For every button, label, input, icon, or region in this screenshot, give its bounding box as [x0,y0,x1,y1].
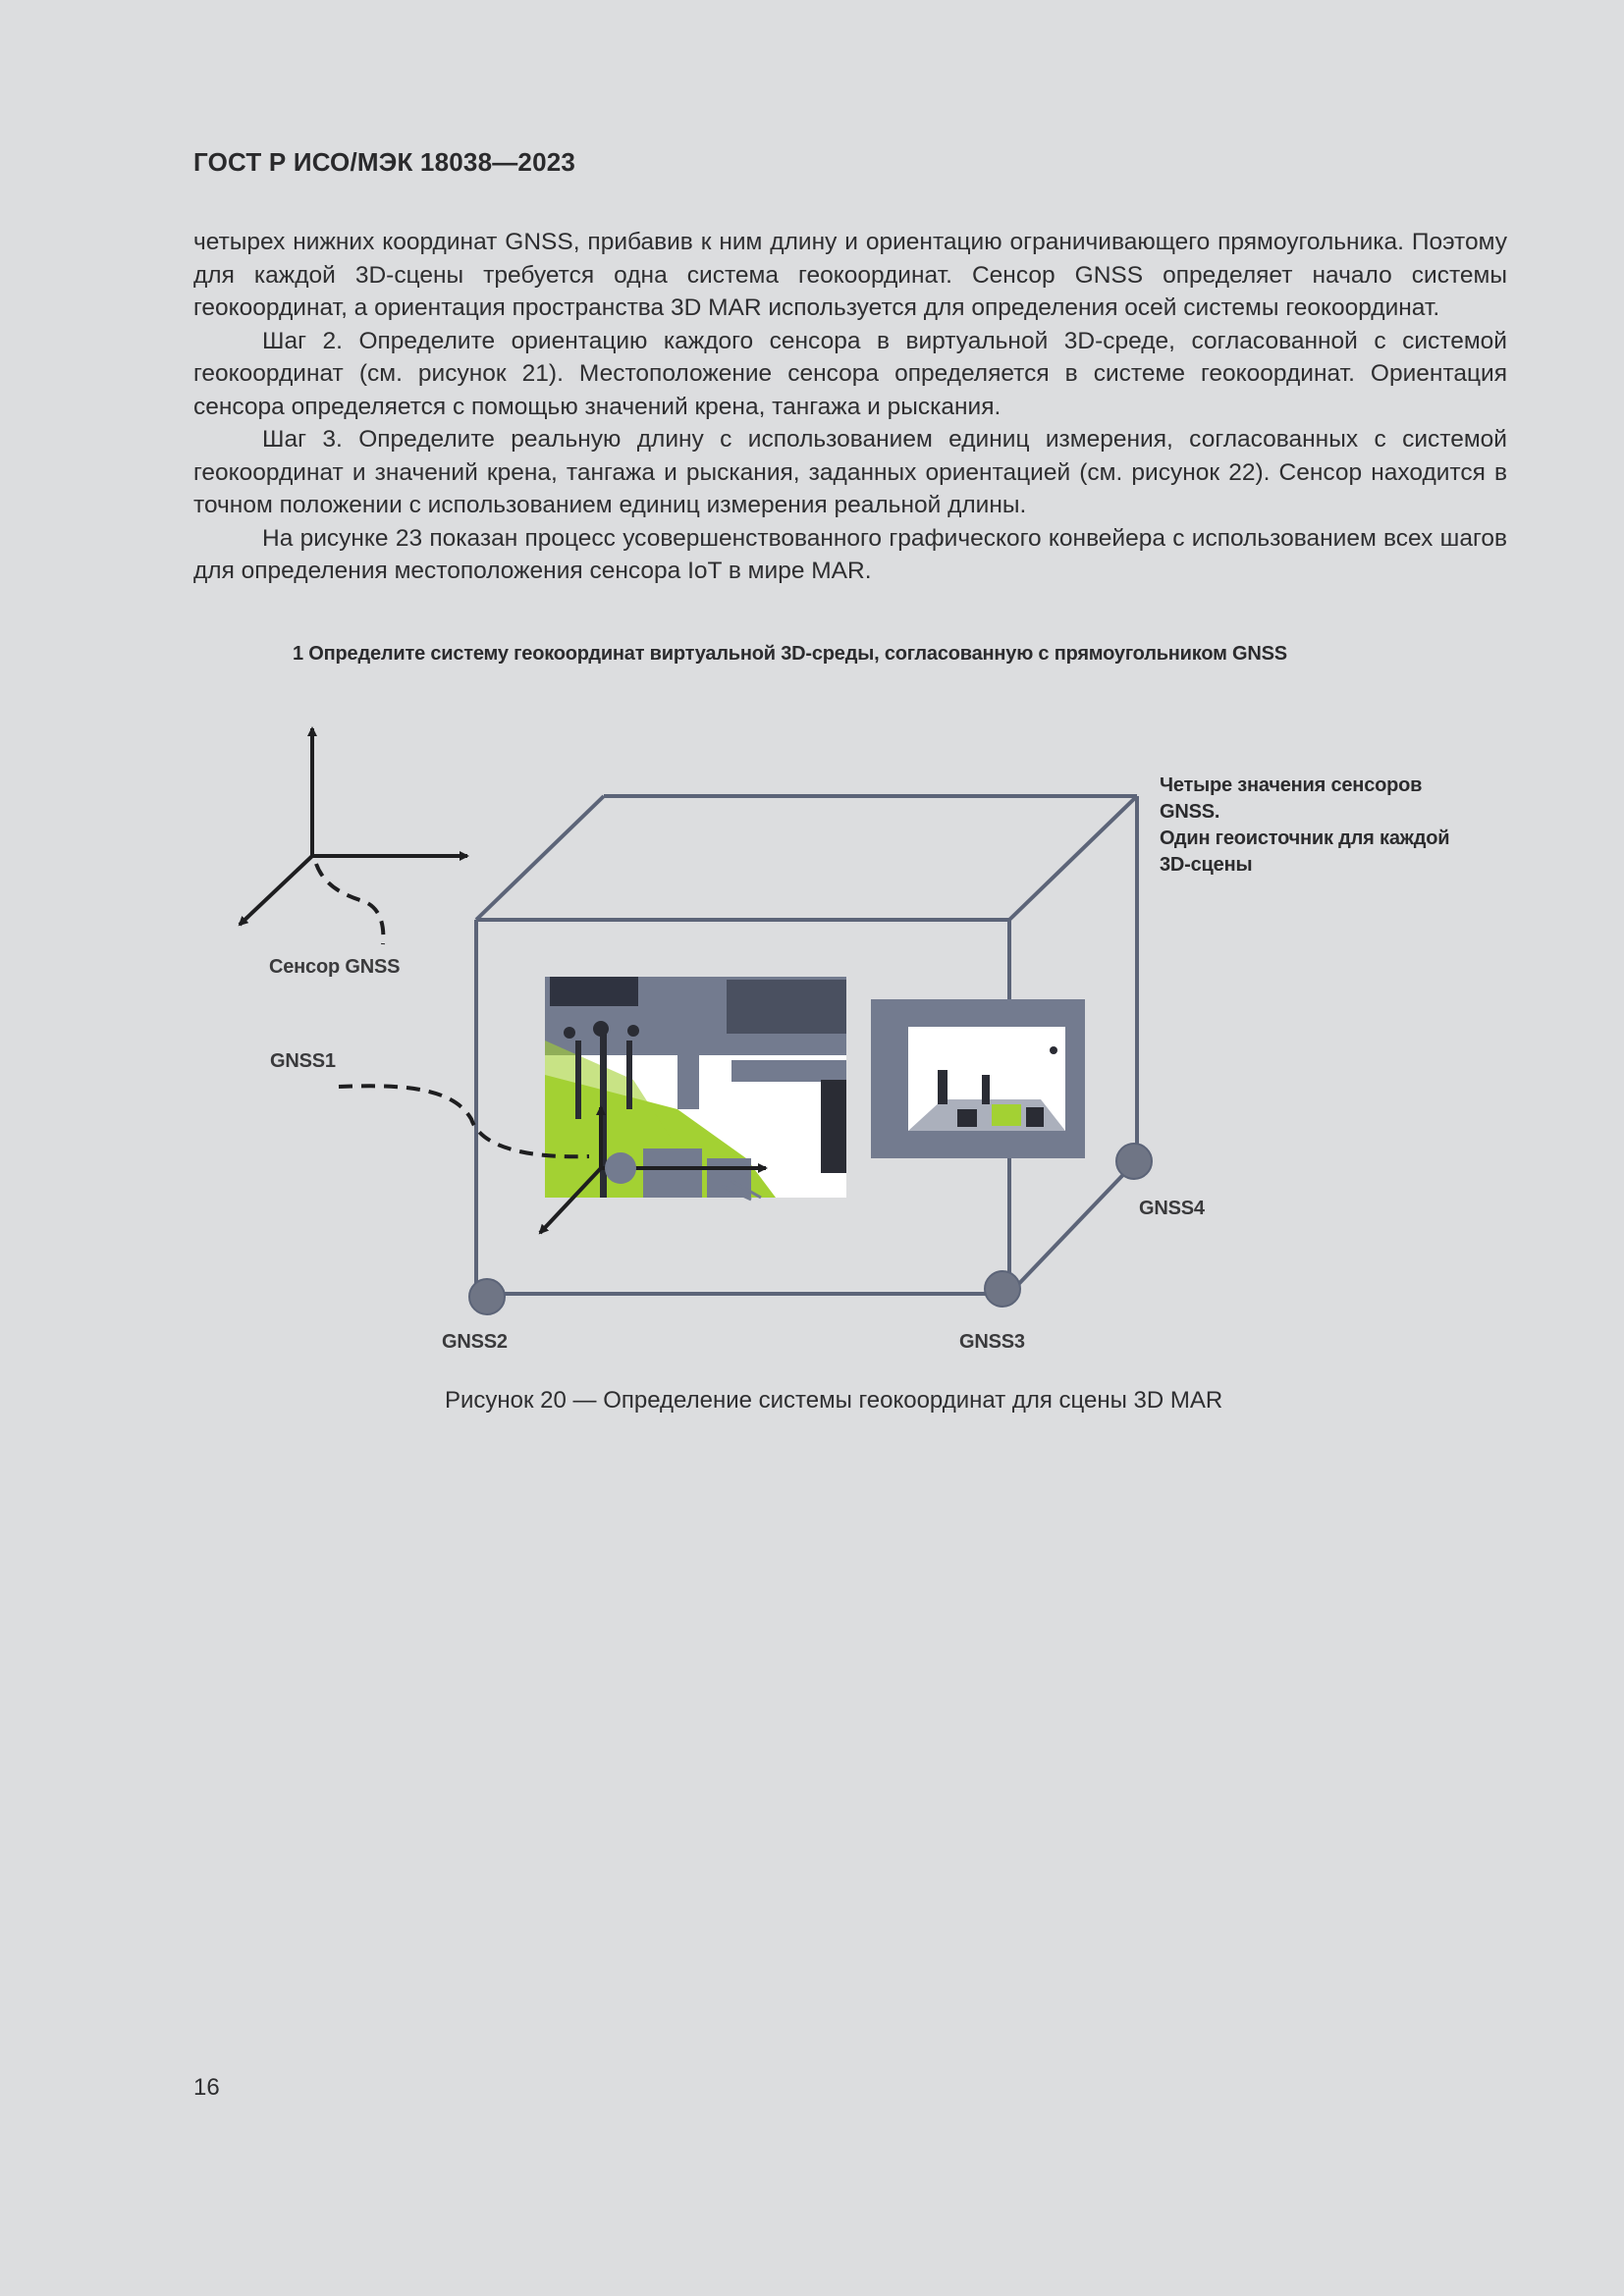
document-header: ГОСТ Р ИСО/МЭК 18038—2023 [193,147,576,177]
virtual-scene-image-right [871,999,1085,1158]
label-gnss2: GNSS2 [442,1331,508,1353]
paragraph-step-2: Шаг 2. Определите ориентацию каждого сенсора в виртуальной 3D-среде, согласованной с системой геокоординат (см. рисунок 21). Местоположение сенсора определяется в системе геокоординат. Ориентация сенсора определяется с помощью значений крена, тангажа и рыскания. [193,327,1507,420]
virtual-scene-image-left [540,977,846,1233]
figure-title: 1 Определите систему геокоординат виртуальной 3D-среды, согласованную с прямоугольником GNSS [293,643,1287,665]
figure-caption: Рисунок 20 — Определение системы геокоординат для сцены 3D MAR [445,1387,1223,1414]
label-gnss3: GNSS3 [959,1331,1025,1353]
page-number: 16 [193,2074,220,2101]
gnss4-node [1116,1144,1152,1179]
label-sensor-gnss: Сенсор GNSS [269,956,401,978]
note-line: 3D-сцены [1160,854,1253,876]
gnss3-node [985,1271,1020,1307]
paragraph-step-3: Шаг 3. Определите реальную длину с использованием единиц измерения, согласованных с системой геокоординат и значений крена, тангажа и рыскания, заданных ориентацией (см. рисунок 22). Сенсор находится в точном положении с использованием единиц измерения реальной длины. [193,426,1507,518]
note-line: Один геоисточник для каждой [1160,828,1450,849]
gnss2-node [469,1279,505,1314]
label-gnss4: GNSS4 [1139,1198,1205,1219]
figure-note [1160,773,1449,879]
label-gnss1: GNSS1 [270,1050,336,1072]
note-line: Четыре значения сенсоров [1160,774,1423,796]
note-line: GNSS. [1160,801,1220,823]
paragraph-1: четырех нижних координат GNSS, прибавив к ним длину и ориентацию ограничивающего прямоугольника. Поэтому для каждой 3D-сцены требуется одна система геокоординат. Сенсор GNSS определяет начало системы геокоординат, а ориентация пространства 3D MAR используется для определения осей системы геокоординат. [193,229,1507,321]
coordinate-axes-icon [240,728,467,944]
paragraph-figure-23-reference: На рисунке 23 показан процесс усовершенствованного графического конвейера с использованием всех шагов для определения местоположения сенсора IoT в мире MAR. [193,524,1507,584]
